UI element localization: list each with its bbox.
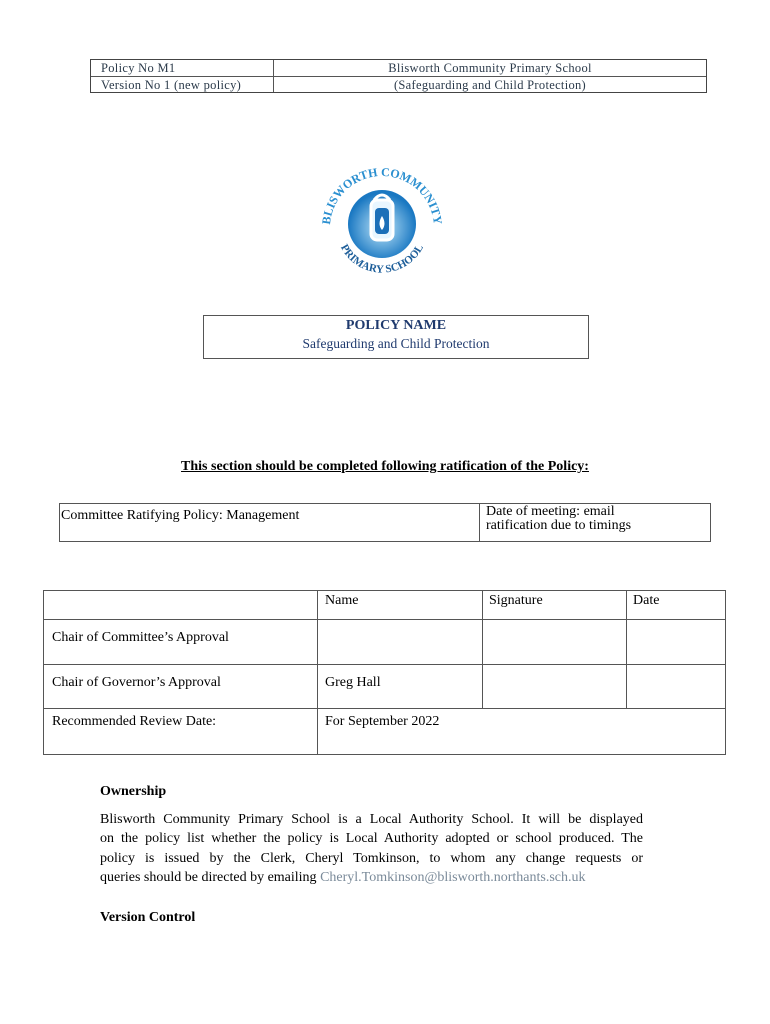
- row-label: Chair of Governor’s Approval: [52, 675, 221, 690]
- ownership-line: policy is issued by the Clerk, Cheryl Tomkinson, to whom any change requests or: [100, 850, 643, 866]
- ownership-heading: Ownership: [100, 784, 167, 799]
- ownership-line: on the policy list whether the policy is Local Authority adopted or school produced. The: [100, 831, 643, 847]
- school-logo: [316, 158, 448, 284]
- policy-subtitle: (Safeguarding and Child Protection): [393, 78, 587, 92]
- column-header-signature: Signature: [489, 593, 543, 608]
- policy-name-box: [203, 315, 589, 359]
- row-label: Chair of Committee’s Approval: [52, 630, 229, 645]
- logo-bottom-text: PRIMARY SCHOOL: [338, 242, 427, 276]
- ownership-line: queries should be directed by emailing: [100, 869, 321, 885]
- policy-number: Policy No M1: [101, 61, 176, 75]
- school-name: Blisworth Community Primary School: [388, 61, 592, 75]
- row-name: For September 2022: [325, 714, 440, 729]
- policy-name-title: POLICY NAME: [345, 318, 447, 333]
- approval-table: [43, 590, 726, 755]
- logo-top-text: BLISWORTH COMMUNITY: [319, 164, 445, 226]
- lantern-icon: [371, 195, 393, 240]
- meeting-date-line2: ratification due to timings: [486, 518, 632, 533]
- ownership-paragraph: [100, 810, 643, 887]
- meeting-date-line1: Date of meeting: email: [486, 504, 615, 519]
- committee-table: [59, 503, 711, 542]
- policy-name-value: Safeguarding and Child Protection: [302, 336, 490, 351]
- ratification-heading: This section should be completed following ratification of the Policy:: [181, 459, 589, 474]
- column-header-name: Name: [325, 593, 359, 608]
- version-number: Version No 1 (new policy): [101, 78, 242, 92]
- column-header-date: Date: [633, 593, 660, 608]
- header-table: [90, 59, 707, 93]
- row-name: Greg Hall: [325, 675, 381, 690]
- row-label: Recommended Review Date:: [52, 714, 217, 729]
- committee-label: Committee Ratifying Policy: Management: [61, 508, 300, 523]
- version-control-heading: Version Control: [100, 910, 196, 925]
- clerk-email-link[interactable]: Cheryl.Tomkinson@blisworth.northants.sch.uk: [320, 869, 586, 885]
- ownership-line: Blisworth Community Primary School is a Local Authority School. It will be displayed: [100, 812, 643, 827]
